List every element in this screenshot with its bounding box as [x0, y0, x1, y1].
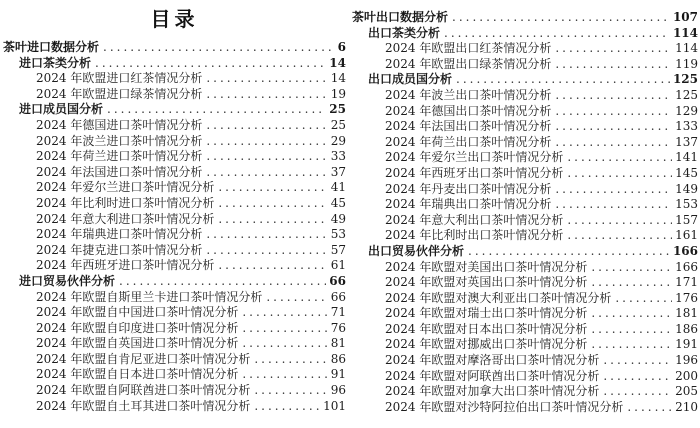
dot-leader	[218, 258, 327, 274]
toc-entry-label: 出口茶类分析	[368, 25, 441, 40]
dot-leader	[103, 40, 335, 56]
dot-leader	[555, 104, 672, 120]
toc-entry[interactable]	[3, 336, 346, 352]
dot-leader	[218, 196, 327, 212]
dot-leader	[95, 56, 326, 72]
toc-entry-page: 101	[323, 398, 346, 413]
toc-entry-page: 45	[330, 195, 346, 210]
toc-entry-label: 2024 年意大利出口茶叶情况分析	[385, 212, 564, 227]
toc-entry-page: 14	[329, 55, 346, 70]
toc-entry-label: 2024 年瑞典进口茶叶情况分析	[36, 227, 203, 242]
toc-entry-page: 66	[329, 273, 346, 288]
toc-entry[interactable]	[352, 119, 698, 135]
dot-leader	[206, 243, 327, 259]
dot-leader	[242, 321, 327, 337]
toc-entry-label: 2024 年西班牙出口茶叶情况分析	[385, 165, 564, 180]
toc-entry[interactable]	[3, 258, 346, 274]
toc-entry-label: 茶叶出口数据分析	[352, 10, 449, 24]
toc-entry[interactable]	[352, 369, 698, 385]
toc-entry-label: 出口成员国分析	[368, 72, 453, 87]
toc-entry-page: 114	[675, 41, 698, 56]
toc-entry-label: 2024 年欧盟出口绿茶情况分析	[385, 56, 552, 71]
toc-entry[interactable]	[3, 118, 346, 134]
toc-entry[interactable]	[3, 352, 346, 368]
toc-entry-label: 2024 年欧盟自中国进口茶叶情况分析	[36, 305, 239, 320]
dot-leader	[567, 166, 672, 182]
toc-entry-label: 2024 年欧盟自印度进口茶叶情况分析	[36, 320, 239, 335]
toc-entry[interactable]	[352, 26, 698, 42]
dot-leader	[107, 102, 326, 118]
toc-entry-page: 205	[675, 384, 698, 399]
toc-entry-label: 2024 年爱尔兰进口茶叶情况分析	[36, 180, 215, 195]
toc-entry-label: 进口成员国分析	[19, 102, 104, 117]
dot-leader	[254, 399, 320, 415]
dot-leader	[119, 274, 326, 290]
dot-leader	[591, 275, 672, 291]
dot-leader	[615, 291, 672, 307]
toc-entry[interactable]	[352, 322, 698, 338]
dot-leader	[206, 71, 327, 87]
dot-leader	[206, 227, 327, 243]
toc-entry-label: 2024 年法国出口茶叶情况分析	[385, 119, 552, 134]
toc-entry[interactable]	[352, 337, 698, 353]
toc-entry-page: 181	[675, 306, 698, 321]
toc-entry-page: 186	[675, 321, 698, 336]
toc-entry-label: 2024 年波兰出口茶叶情况分析	[385, 87, 552, 102]
toc-entry-label: 2024 年欧盟对加拿大出口茶叶情况分析	[385, 384, 600, 399]
toc-list-import	[3, 40, 346, 414]
toc-entry[interactable]	[3, 102, 346, 118]
toc-entry-label: 2024 年欧盟对日本出口茶叶情况分析	[385, 321, 588, 336]
toc-entry[interactable]	[352, 166, 698, 182]
toc-entry-page: 137	[675, 134, 698, 149]
dot-leader	[555, 119, 672, 135]
toc-entry[interactable]	[3, 383, 346, 399]
page-title: 目录	[150, 7, 199, 31]
toc-entry-page: 71	[330, 305, 346, 320]
toc-entry-page: 96	[330, 383, 346, 398]
toc-entry[interactable]	[352, 384, 698, 400]
toc-entry[interactable]	[3, 87, 346, 103]
toc-entry[interactable]	[352, 88, 698, 104]
toc-entry-label: 2024 年意大利进口茶叶情况分析	[36, 211, 215, 226]
toc-entry-label: 出口贸易伙伴分析	[368, 243, 465, 258]
toc-entry[interactable]	[352, 10, 698, 26]
toc-entry-page: 19	[330, 86, 346, 101]
toc-entry-page: 133	[675, 119, 698, 134]
toc-entry-label: 进口贸易伙伴分析	[19, 273, 116, 288]
toc-entry[interactable]	[352, 213, 698, 229]
toc-entry-page: 14	[330, 71, 346, 86]
toc-entry-label: 2024 年爱尔兰出口茶叶情况分析	[385, 150, 564, 165]
toc-entry-label: 2024 年丹麦出口茶叶情况分析	[385, 181, 552, 196]
toc-entry-label: 2024 年欧盟对澳大利亚出口茶叶情况分析	[385, 290, 612, 305]
toc-entry[interactable]	[352, 135, 698, 151]
toc-entry-page: 57	[330, 242, 346, 257]
toc-entry-label: 2024 年欧盟出口红茶情况分析	[385, 41, 552, 56]
dot-leader	[591, 306, 672, 322]
toc-entry-label: 2024 年德国出口茶叶情况分析	[385, 103, 552, 118]
toc-right-page	[352, 0, 698, 415]
dot-leader	[567, 150, 672, 166]
toc-entry[interactable]	[3, 165, 346, 181]
toc-entry-page: 76	[330, 320, 346, 335]
toc-entry-page: 129	[675, 103, 698, 118]
toc-entry[interactable]	[3, 212, 346, 228]
dot-leader	[603, 353, 672, 369]
toc-entry-page: 37	[330, 164, 346, 179]
dot-leader	[555, 197, 672, 213]
toc-entry-label: 2024 年西班牙进口茶叶情况分析	[36, 258, 215, 273]
toc-entry-label: 2024 年比利时进口茶叶情况分析	[36, 195, 215, 210]
toc-entry-page: 25	[330, 117, 346, 132]
dot-leader	[206, 165, 327, 181]
toc-entry-label: 2024 年欧盟自肯尼亚进口茶叶情况分析	[36, 351, 251, 366]
dot-leader	[555, 41, 672, 57]
toc-entry-label: 2024 年瑞典出口茶叶情况分析	[385, 197, 552, 212]
toc-entry-label: 2024 年欧盟进口红茶情况分析	[36, 71, 203, 86]
toc-list-export	[352, 10, 698, 415]
toc-entry-page: 66	[330, 289, 346, 304]
dot-leader	[242, 305, 327, 321]
dot-leader	[242, 367, 327, 383]
toc-entry-page: 161	[675, 228, 698, 243]
toc-entry[interactable]	[3, 227, 346, 243]
toc-entry-label: 2024 年欧盟对沙特阿拉伯出口茶叶情况分析	[385, 399, 624, 414]
dot-leader	[603, 369, 672, 385]
toc-entry-page: 119	[675, 56, 698, 71]
toc-entry-page: 191	[675, 337, 698, 352]
toc-entry-label: 进口茶类分析	[19, 55, 92, 70]
toc-entry-page: 81	[330, 336, 346, 351]
toc-entry-page: 166	[672, 243, 698, 258]
dot-leader	[567, 213, 672, 229]
toc-entry-page: 6	[337, 40, 346, 54]
toc-entry[interactable]	[352, 72, 698, 88]
toc-entry[interactable]	[352, 197, 698, 213]
dot-leader	[444, 26, 670, 42]
toc-left-page	[3, 0, 346, 414]
toc-entry-page: 29	[330, 133, 346, 148]
dot-leader	[218, 212, 327, 228]
dot-leader	[206, 87, 327, 103]
toc-entry[interactable]	[352, 353, 698, 369]
toc-entry-label: 2024 年欧盟自日本进口茶叶情况分析	[36, 367, 239, 382]
toc-entry-label: 2024 年波兰进口茶叶情况分析	[36, 133, 203, 148]
dot-leader	[555, 57, 672, 73]
toc-entry[interactable]	[352, 150, 698, 166]
toc-entry-page: 107	[672, 10, 698, 24]
toc-entry-label: 2024 年欧盟对瑞士出口茶叶情况分析	[385, 306, 588, 321]
toc-entry-page: 176	[675, 290, 698, 305]
toc-entry-page: 61	[330, 258, 346, 273]
toc-entry-label: 2024 年欧盟对英国出口茶叶情况分析	[385, 275, 588, 290]
toc-entry-label: 2024 年荷兰出口茶叶情况分析	[385, 134, 552, 149]
toc-entry-label: 2024 年欧盟自英国进口茶叶情况分析	[36, 336, 239, 351]
dot-leader	[452, 10, 670, 26]
toc-entry-label: 2024 年德国进口茶叶情况分析	[36, 117, 203, 132]
dot-leader	[627, 400, 672, 416]
toc-entry[interactable]	[3, 180, 346, 196]
toc-entry-label: 2024 年欧盟自阿联酋进口茶叶情况分析	[36, 383, 251, 398]
dot-leader	[591, 260, 672, 276]
toc-entry[interactable]	[352, 244, 698, 260]
toc-entry-page: 166	[675, 259, 698, 274]
dot-leader	[206, 134, 327, 150]
dot-leader	[555, 182, 672, 198]
dot-leader	[266, 290, 327, 306]
toc-entry-page: 196	[675, 353, 698, 368]
dot-leader	[456, 72, 670, 88]
toc-entry-page: 25	[329, 102, 346, 117]
toc-entry[interactable]	[352, 291, 698, 307]
toc-entry-label: 2024 年欧盟对阿联酋出口茶叶情况分析	[385, 368, 600, 383]
dot-leader	[603, 384, 672, 400]
dot-leader	[591, 337, 672, 353]
toc-entry-page: 157	[675, 212, 698, 227]
toc-entry-label: 2024 年捷克进口茶叶情况分析	[36, 242, 203, 257]
toc-entry[interactable]	[3, 305, 346, 321]
toc-entry[interactable]	[352, 260, 698, 276]
toc-entry-page: 149	[675, 181, 698, 196]
toc-entry-page: 210	[675, 399, 698, 414]
toc-entry[interactable]	[3, 196, 346, 212]
toc-entry[interactable]	[3, 243, 346, 259]
toc-entry-page: 153	[675, 197, 698, 212]
toc-entry-page: 49	[330, 211, 346, 226]
toc-entry-page: 125	[675, 87, 698, 102]
toc-entry-page: 91	[330, 367, 346, 382]
dot-leader	[218, 180, 327, 196]
toc-entry[interactable]	[3, 134, 346, 150]
toc-entry-label: 2024 年比利时出口茶叶情况分析	[385, 228, 564, 243]
toc-entry[interactable]	[352, 182, 698, 198]
dot-leader	[591, 322, 672, 338]
toc-entry[interactable]	[352, 306, 698, 322]
toc-entry[interactable]	[3, 399, 346, 415]
toc-entry-label: 2024 年欧盟自土耳其进口茶叶情况分析	[36, 398, 251, 413]
toc-entry-page: 114	[672, 25, 698, 40]
toc-entry-label: 2024 年欧盟对挪威出口茶叶情况分析	[385, 337, 588, 352]
toc-entry-label: 2024 年法国进口茶叶情况分析	[36, 164, 203, 179]
toc-entry-label: 茶叶进口数据分析	[3, 40, 100, 54]
dot-leader	[555, 135, 672, 151]
toc-entry-label: 2024 年欧盟自斯里兰卡进口茶叶情况分析	[36, 289, 263, 304]
dot-leader	[555, 88, 672, 104]
toc-entry[interactable]	[3, 321, 346, 337]
toc-entry[interactable]	[3, 367, 346, 383]
dot-leader	[206, 118, 327, 134]
toc-entry-page: 86	[330, 351, 346, 366]
toc-entry-page: 171	[675, 275, 698, 290]
toc-entry[interactable]	[3, 71, 346, 87]
toc-entry-label: 2024 年荷兰进口茶叶情况分析	[36, 149, 203, 164]
dot-leader	[254, 352, 327, 368]
toc-entry-page: 145	[675, 165, 698, 180]
toc-entry-page: 200	[675, 368, 698, 383]
toc-entry[interactable]	[3, 56, 346, 72]
toc-entry-label: 2024 年欧盟对美国出口茶叶情况分析	[385, 259, 588, 274]
toc-entry[interactable]	[352, 228, 698, 244]
toc-entry[interactable]	[3, 40, 346, 56]
dot-leader	[468, 244, 670, 260]
toc-entry[interactable]	[3, 274, 346, 290]
toc-entry-page: 141	[675, 150, 698, 165]
toc-entry[interactable]	[352, 104, 698, 120]
toc-entry-page: 125	[672, 72, 698, 87]
toc-entry[interactable]	[352, 400, 698, 416]
toc-entry-page: 53	[330, 227, 346, 242]
toc-entry-page: 33	[330, 149, 346, 164]
toc-entry[interactable]	[352, 275, 698, 291]
dot-leader	[206, 149, 327, 165]
dot-leader	[567, 228, 672, 244]
toc-entry-page: 41	[330, 180, 346, 195]
toc-entry-label: 2024 年欧盟进口绿茶情况分析	[36, 86, 203, 101]
toc-entry[interactable]	[352, 41, 698, 57]
toc-entry[interactable]	[3, 290, 346, 306]
toc-entry[interactable]	[352, 57, 698, 73]
dot-leader	[254, 383, 327, 399]
toc-entry-label: 2024 年欧盟对摩洛哥出口茶叶情况分析	[385, 353, 600, 368]
toc-entry[interactable]	[3, 149, 346, 165]
dot-leader	[242, 336, 327, 352]
